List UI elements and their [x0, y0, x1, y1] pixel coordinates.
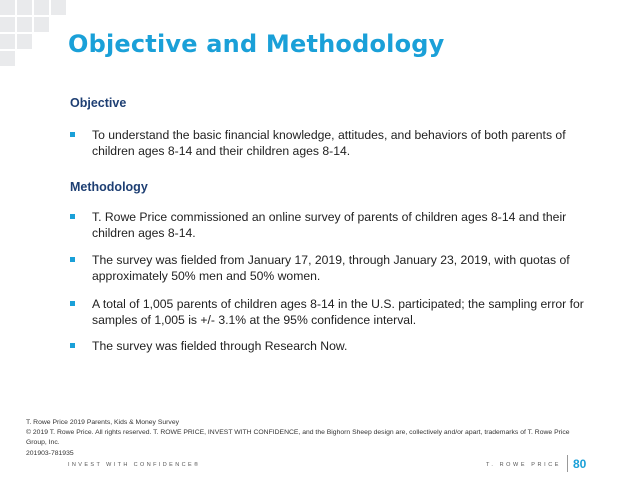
bullet-square-icon	[70, 257, 75, 262]
methodology-heading: Methodology	[70, 180, 148, 194]
objective-heading: Objective	[70, 96, 127, 110]
tile	[17, 34, 32, 49]
document-code: 201903-781935	[26, 449, 74, 457]
methodology-bullet	[70, 209, 590, 241]
methodology-bullet	[70, 296, 590, 328]
decorative-tile-grid	[0, 0, 66, 66]
copyright-note: © 2019 T. Rowe Price. All rights reserved. T. ROWE PRICE, INVEST WITH CONFIDENCE, and the Bighorn Sheep design are, collectively and/or apart, trademarks of T. Rowe Price Group, Inc.	[26, 429, 570, 447]
tile	[0, 34, 15, 49]
tile	[0, 51, 15, 66]
tile	[0, 0, 15, 15]
bullet-text: The survey was fielded through Research Now.	[92, 339, 348, 353]
tile	[17, 17, 32, 32]
bullet-text: A total of 1,005 parents of children ages 8-14 in the U.S. participated; the sampling error for samples of 1,005 is +/- 3.1% at the 95% confidence interval.	[92, 297, 584, 327]
tile	[0, 17, 15, 32]
tile	[34, 0, 49, 15]
bullet-text: T. Rowe Price commissioned an online survey of parents of children ages 8-14 and their children ages 8-14.	[92, 210, 567, 240]
bullet-text: To understand the basic financial knowledge, attitudes, and behaviors of both parents of children ages 8-14 and their children ages 8-14.	[92, 128, 566, 158]
footer-divider	[567, 455, 568, 472]
bullet-square-icon	[70, 301, 75, 306]
bullet-square-icon	[70, 343, 75, 348]
brand-name: T. ROWE PRICE	[486, 462, 562, 468]
page-title: Objective and Methodology	[68, 30, 445, 58]
page-number: 80	[573, 457, 587, 471]
tile	[17, 0, 32, 15]
source-note: T. Rowe Price 2019 Parents, Kids & Money Survey	[26, 419, 179, 426]
methodology-bullet	[70, 252, 590, 284]
tile	[34, 17, 49, 32]
methodology-bullet	[70, 338, 590, 354]
tagline: INVEST WITH CONFIDENCE®	[68, 462, 201, 468]
bullet-square-icon	[70, 132, 75, 137]
tile	[51, 0, 66, 15]
bullet-text: The survey was fielded from January 17, 2019, through January 23, 2019, with quotas of approximately 50% men and 50% women.	[92, 253, 570, 283]
footnotes	[26, 418, 586, 459]
objective-bullet	[70, 127, 590, 159]
bullet-square-icon	[70, 214, 75, 219]
